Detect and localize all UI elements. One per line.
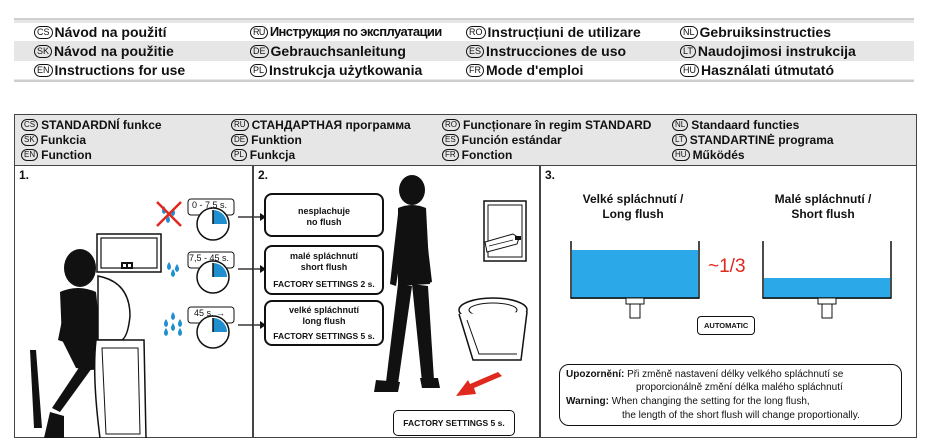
lang-code: ES xyxy=(442,134,459,146)
lang-label: Mode d'emploi xyxy=(486,62,584,78)
fn-label: Funktion xyxy=(251,133,302,147)
fn-label: Function xyxy=(41,148,92,162)
lang-lt xyxy=(680,43,856,59)
fn-nl xyxy=(672,118,799,132)
lang-code: LT xyxy=(680,45,696,58)
lang-label: Инструкция по эксплуатации xyxy=(269,24,442,39)
language-header xyxy=(14,18,914,82)
fn-sk xyxy=(21,133,86,147)
flush-ratio: ~1/3 xyxy=(708,256,746,277)
fn-label: Standaard functies xyxy=(691,118,800,132)
automatic-label: AUTOMATIC xyxy=(697,316,755,335)
factory-setting: FACTORY SETTINGS 5 s. xyxy=(273,331,375,341)
lang-sk xyxy=(34,43,174,59)
arrow-icon xyxy=(454,372,504,402)
step-number: 3. xyxy=(545,168,556,182)
lang-code: CS xyxy=(34,26,53,39)
lang-code: NL xyxy=(680,26,698,39)
language-row xyxy=(14,42,914,60)
lang-code: RU xyxy=(231,119,249,131)
fn-en xyxy=(21,148,92,162)
option-no-flush xyxy=(264,193,384,237)
person-icon xyxy=(368,174,448,406)
water-drop-icon xyxy=(160,311,186,337)
lang-code: DE xyxy=(231,134,248,146)
lang-code: FR xyxy=(442,149,459,161)
fn-lt xyxy=(672,133,834,147)
lang-code: RO xyxy=(442,119,460,131)
fn-fr xyxy=(442,148,512,162)
lang-label: Instrucciones de uso xyxy=(486,43,627,59)
lang-label: Instructions for use xyxy=(54,62,186,78)
dial-label: 45 s. → xyxy=(194,308,226,318)
warning-box xyxy=(559,364,902,426)
flush-title-line: Velké spláchnutí / xyxy=(582,192,684,206)
fn-label: СТАНДАРТНАЯ программа xyxy=(251,118,411,132)
function-header xyxy=(14,114,917,166)
step-number: 1. xyxy=(19,168,30,182)
warning-text: When changing the setting for the long flush, xyxy=(611,396,810,407)
lang-code: DE xyxy=(250,45,269,58)
lang-label: Návod na použitie xyxy=(54,43,174,59)
lang-label: Instrucțiuni de utilizare xyxy=(487,24,641,40)
lang-label: Naudojimosi instrukcija xyxy=(697,43,856,59)
warning-text: the length of the short flush will change proportionally. xyxy=(622,410,860,421)
cistern-icon xyxy=(762,240,892,318)
lang-es xyxy=(466,43,626,59)
warning-text: proporcionálně změní délka malého spláchnutí xyxy=(636,382,843,393)
factory-setting: FACTORY SETTINGS 5 s. xyxy=(393,410,515,436)
lang-code: SK xyxy=(21,134,38,146)
fn-de xyxy=(231,133,302,147)
dial-label: 7,5 - 45 s. xyxy=(189,253,230,263)
flush-title-line: Malé spláchnutí / xyxy=(774,192,872,206)
lang-code: HU xyxy=(680,64,699,77)
option-line: no flush xyxy=(306,217,342,227)
option-line: velké spláchnutí xyxy=(288,305,360,315)
lang-hu xyxy=(680,62,834,78)
lang-code: RU xyxy=(250,26,268,39)
fn-label: Funcționare în regim STANDARD xyxy=(463,118,652,132)
warning-label: Warning: xyxy=(566,396,609,407)
fn-label: STANDARDNÍ funkce xyxy=(41,118,162,132)
option-line: long flush xyxy=(302,316,346,326)
long-flush-title xyxy=(568,192,698,222)
lang-code: PL xyxy=(250,64,267,77)
short-flush-title xyxy=(760,192,886,222)
option-short-flush xyxy=(264,245,384,295)
crossed-drop-icon xyxy=(155,200,183,228)
lang-label: Gebrauchsanleitung xyxy=(270,43,406,59)
fn-es xyxy=(442,133,562,147)
fn-ro xyxy=(442,118,651,132)
dial-label: 0 - 7,5 s. xyxy=(192,200,228,210)
lang-ru xyxy=(250,24,442,40)
toilet-icon xyxy=(449,296,531,366)
lang-en xyxy=(34,62,185,78)
lang-code: LT xyxy=(672,134,687,146)
fn-label: Función estándar xyxy=(461,133,562,147)
lang-label: Használati útmutató xyxy=(701,62,835,78)
lang-code: EN xyxy=(34,64,53,77)
flush-title-line: Long flush xyxy=(602,207,664,221)
lang-code: FR xyxy=(466,64,484,77)
fn-pl xyxy=(231,148,295,162)
option-line: malé spláchnutí xyxy=(289,251,359,261)
lang-code: EN xyxy=(21,149,38,161)
fn-label: STANDARTINĖ programa xyxy=(689,133,834,147)
fn-label: Fonction xyxy=(461,148,513,162)
lang-ro xyxy=(466,24,641,40)
lang-code: SK xyxy=(34,45,52,58)
lang-code: NL xyxy=(672,119,688,131)
lang-label: Instrukcja użytkowania xyxy=(269,62,423,78)
cistern-icon xyxy=(570,240,700,318)
fn-cs xyxy=(21,118,162,132)
toilet-icon xyxy=(88,276,152,438)
warning-text: Při změně nastavení délky velkého spláchnutí se xyxy=(627,369,844,380)
flush-title-line: Short flush xyxy=(791,207,855,221)
lang-pl xyxy=(250,62,422,78)
step-number: 2. xyxy=(258,168,269,182)
option-line: nesplachuje xyxy=(297,206,351,216)
lang-code: HU xyxy=(672,149,690,161)
lang-nl xyxy=(680,24,831,40)
language-row xyxy=(14,61,914,79)
lang-code: CS xyxy=(21,119,38,131)
lang-code: RO xyxy=(466,26,486,39)
language-row xyxy=(14,23,914,41)
fn-ru xyxy=(231,118,411,132)
lang-de xyxy=(250,43,406,59)
fn-hu xyxy=(672,148,745,162)
lang-label: Gebruiksinstructies xyxy=(699,24,832,40)
option-line: short flush xyxy=(300,262,348,272)
warning-cs xyxy=(566,368,843,381)
fn-label: Funkcia xyxy=(40,133,87,147)
fn-label: Funkcja xyxy=(249,148,296,162)
lang-fr xyxy=(466,62,583,78)
lang-label: Návod na použití xyxy=(54,24,167,40)
lang-cs xyxy=(34,24,167,40)
fn-label: Működés xyxy=(692,148,745,162)
factory-setting: FACTORY SETTINGS 2 s. xyxy=(273,279,375,289)
lang-code: ES xyxy=(466,45,484,58)
flush-plate-icon xyxy=(483,200,528,262)
lang-code: PL xyxy=(231,149,247,161)
option-long-flush xyxy=(264,300,384,346)
warning-en xyxy=(566,395,810,408)
water-drop-icon xyxy=(163,258,183,278)
warning-label: Upozornění: xyxy=(566,369,625,380)
